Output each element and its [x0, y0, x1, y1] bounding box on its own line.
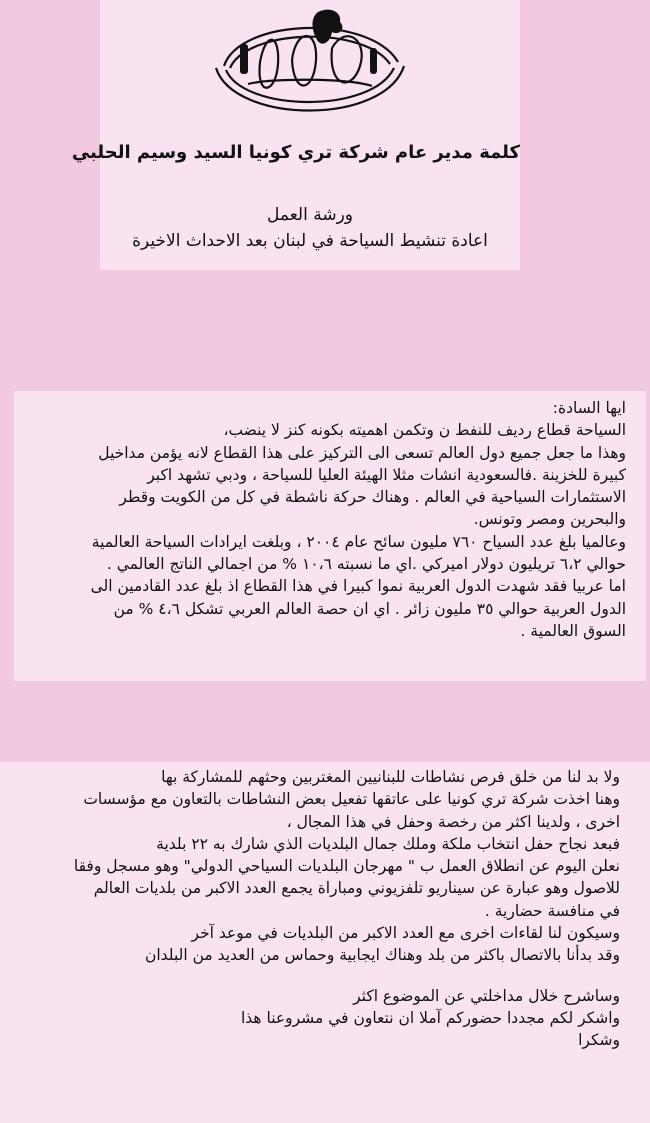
- paragraph-line: وعالميا بلغ عدد السياح ٧٦٠ مليون سائح عام ٢٠٠٤ ، وبلغت ايرادات السياحة العالمية: [91, 532, 626, 551]
- paragraph-line: السياحة قطاع رديف للنفط ن وتكمن اهميته بكونه كنز لا ينضب،: [223, 421, 626, 440]
- paragraph-line: ولا بد لنا من خلق فرص نشاطات للبنانيين المغتربين وحثهم للمشاركة بها: [161, 768, 620, 786]
- paragraph-line: وهنا اخذت شركة تري كونيا على عاتقها تفعيل بعض النشاطات بالتعاون مع مؤسسات: [83, 790, 620, 809]
- paragraph-line: وهذا ما جعل جميع دول العالم تسعى الى التركيز على هذا القطاع لانه يؤمن مداخيل: [98, 443, 626, 462]
- paragraph-line: في منافسة حضارية .: [484, 901, 620, 920]
- paragraph-line: السوق العالمية .: [520, 621, 626, 640]
- paragraph-line: وقد بدأنا بالاتصال باكثر من بلد وهناك ايجابية وحماس من العديد من البلدان: [144, 946, 620, 965]
- paragraph-spacer: [12, 967, 620, 985]
- paragraph-line: اما عربيا فقد شهدت الدول العربية نموا كبيرا في هذا القطاع اذ بلغ عدد القادمين الى: [90, 577, 626, 596]
- workshop-topic: اعادة تنشيط السياحة في لبنان بعد الاحداث الاخيرة: [132, 231, 488, 251]
- paragraph-line: الاستثمارات السياحية في العالم . وهناك حركة ناشطة في كل من الكويت وقطر: [119, 488, 626, 507]
- closing-line: وشكرا: [578, 1031, 620, 1050]
- closing-line: وساشرح خلال مداخلتي عن الموضوع اكثر: [353, 986, 620, 1005]
- paragraph-line: حوالي ٦،٢ تريليون دولار اميركي .اي ما نسبته ١٠،٦ % من اجمالي الناتج العالمي .: [106, 555, 626, 574]
- speech-paragraph-1: [14, 391, 646, 681]
- closing-line: واشكر لكم مجددا حضوركم آملا ان نتعاون في مشروعنا هذا: [240, 1008, 620, 1027]
- paragraph-line: فبعد نجاح حفل انتخاب ملكة وملك جمال البلديات الذي شارك به ٢٢ بلدية: [156, 834, 620, 853]
- paragraph-line: كبيرة للخزينة .فالسعودية انشات مثلا الهيئة العليا للسياحة ، ودبي تشهد اكبر: [147, 465, 626, 484]
- paragraph-line: والبحرين ومصر وتونس.: [473, 510, 626, 529]
- workshop-label: ورشة العمل: [267, 205, 353, 225]
- paragraph-line: وسيكون لنا لقاءات اخرى مع العدد الاكبر من البلديات في موعد آخر: [191, 924, 620, 943]
- logo-emblem: [200, 4, 414, 122]
- paragraph-line: نعلن اليوم عن انطلاق العمل ب " مهرجان البلديات السياحي الدولي" وهو مسجل وفقا: [73, 857, 620, 876]
- paragraph-line: للاصول وهو عبارة عن سيناريو تلفزيوني ومباراة يجمع العدد الاكبر من بلديات العالم: [93, 879, 620, 898]
- speech-title: كلمة مدير عام شركة تري كونيا السيد وسيم الحلبي: [71, 142, 520, 163]
- header-card: [71, 0, 520, 270]
- paragraph-line: اخرى ، ولدينا اكثر من رخصة وحفل في هذا المجال ،: [286, 812, 620, 831]
- paragraph-line: ايها السادة:: [552, 399, 626, 417]
- paragraph-line: الدول العربية حوالي ٣٥ مليون زائر . اي ان حصة العالم العربي تشكل ٤،٦ % من: [113, 599, 626, 618]
- speech-paragraph-2: [0, 762, 650, 1123]
